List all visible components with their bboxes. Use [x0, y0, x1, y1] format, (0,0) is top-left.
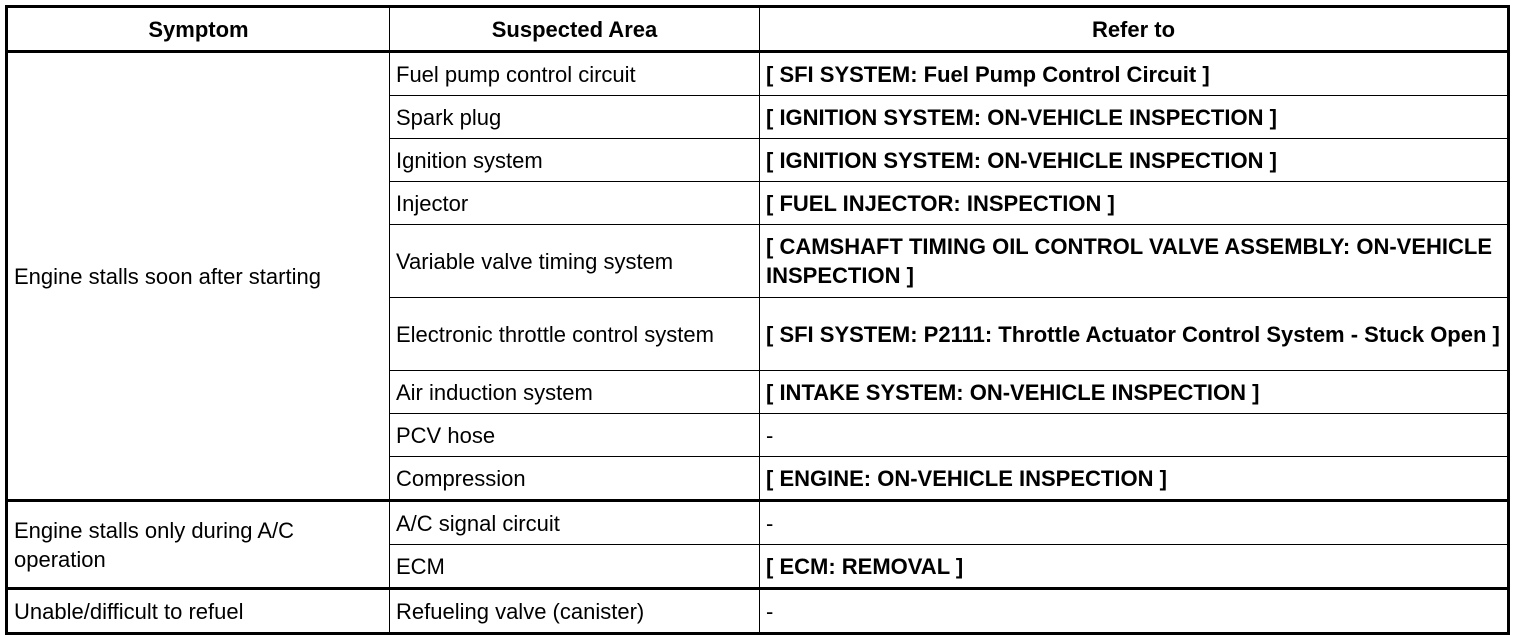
header-suspected-area: Suspected Area: [390, 7, 760, 52]
troubleshooting-table: [5, 5, 1510, 635]
symptom-cell: Engine stalls only during A/C operation: [7, 501, 390, 589]
refer-to-link[interactable]: [ FUEL INJECTOR: INSPECTION ]: [760, 182, 1509, 225]
suspected-area-cell: Compression: [390, 457, 760, 501]
refer-to-link[interactable]: [ INTAKE SYSTEM: ON-VEHICLE INSPECTION ]: [760, 371, 1509, 414]
table-row: [7, 52, 1509, 96]
refer-to-link[interactable]: [ CAMSHAFT TIMING OIL CONTROL VALVE ASSEMBLY: ON-VEHICLE INSPECTION ]: [760, 225, 1509, 298]
table-row: [7, 589, 1509, 634]
suspected-area-cell: Electronic throttle control system: [390, 298, 760, 371]
header-refer-to: Refer to: [760, 7, 1509, 52]
refer-to-cell: -: [760, 501, 1509, 545]
suspected-area-cell: Spark plug: [390, 96, 760, 139]
suspected-area-cell: Variable valve timing system: [390, 225, 760, 298]
suspected-area-cell: Refueling valve (canister): [390, 589, 760, 634]
suspected-area-cell: ECM: [390, 545, 760, 589]
header-symptom: Symptom: [7, 7, 390, 52]
symptom-cell: Engine stalls soon after starting: [7, 52, 390, 501]
header-row: [7, 7, 1509, 52]
refer-to-link[interactable]: [ IGNITION SYSTEM: ON-VEHICLE INSPECTION ]: [760, 96, 1509, 139]
table-row: [7, 501, 1509, 545]
symptom-cell: Unable/difficult to refuel: [7, 589, 390, 634]
refer-to-cell: -: [760, 414, 1509, 457]
suspected-area-cell: Injector: [390, 182, 760, 225]
suspected-area-cell: Ignition system: [390, 139, 760, 182]
suspected-area-cell: PCV hose: [390, 414, 760, 457]
table-container: [5, 5, 1510, 635]
refer-to-cell: -: [760, 589, 1509, 634]
suspected-area-cell: Fuel pump control circuit: [390, 52, 760, 96]
suspected-area-cell: A/C signal circuit: [390, 501, 760, 545]
refer-to-link[interactable]: [ SFI SYSTEM: Fuel Pump Control Circuit ]: [760, 52, 1509, 96]
suspected-area-cell: Air induction system: [390, 371, 760, 414]
refer-to-link[interactable]: [ SFI SYSTEM: P2111: Throttle Actuator Control System - Stuck Open ]: [760, 298, 1509, 371]
refer-to-link[interactable]: [ IGNITION SYSTEM: ON-VEHICLE INSPECTION ]: [760, 139, 1509, 182]
refer-to-link[interactable]: [ ECM: REMOVAL ]: [760, 545, 1509, 589]
refer-to-link[interactable]: [ ENGINE: ON-VEHICLE INSPECTION ]: [760, 457, 1509, 501]
